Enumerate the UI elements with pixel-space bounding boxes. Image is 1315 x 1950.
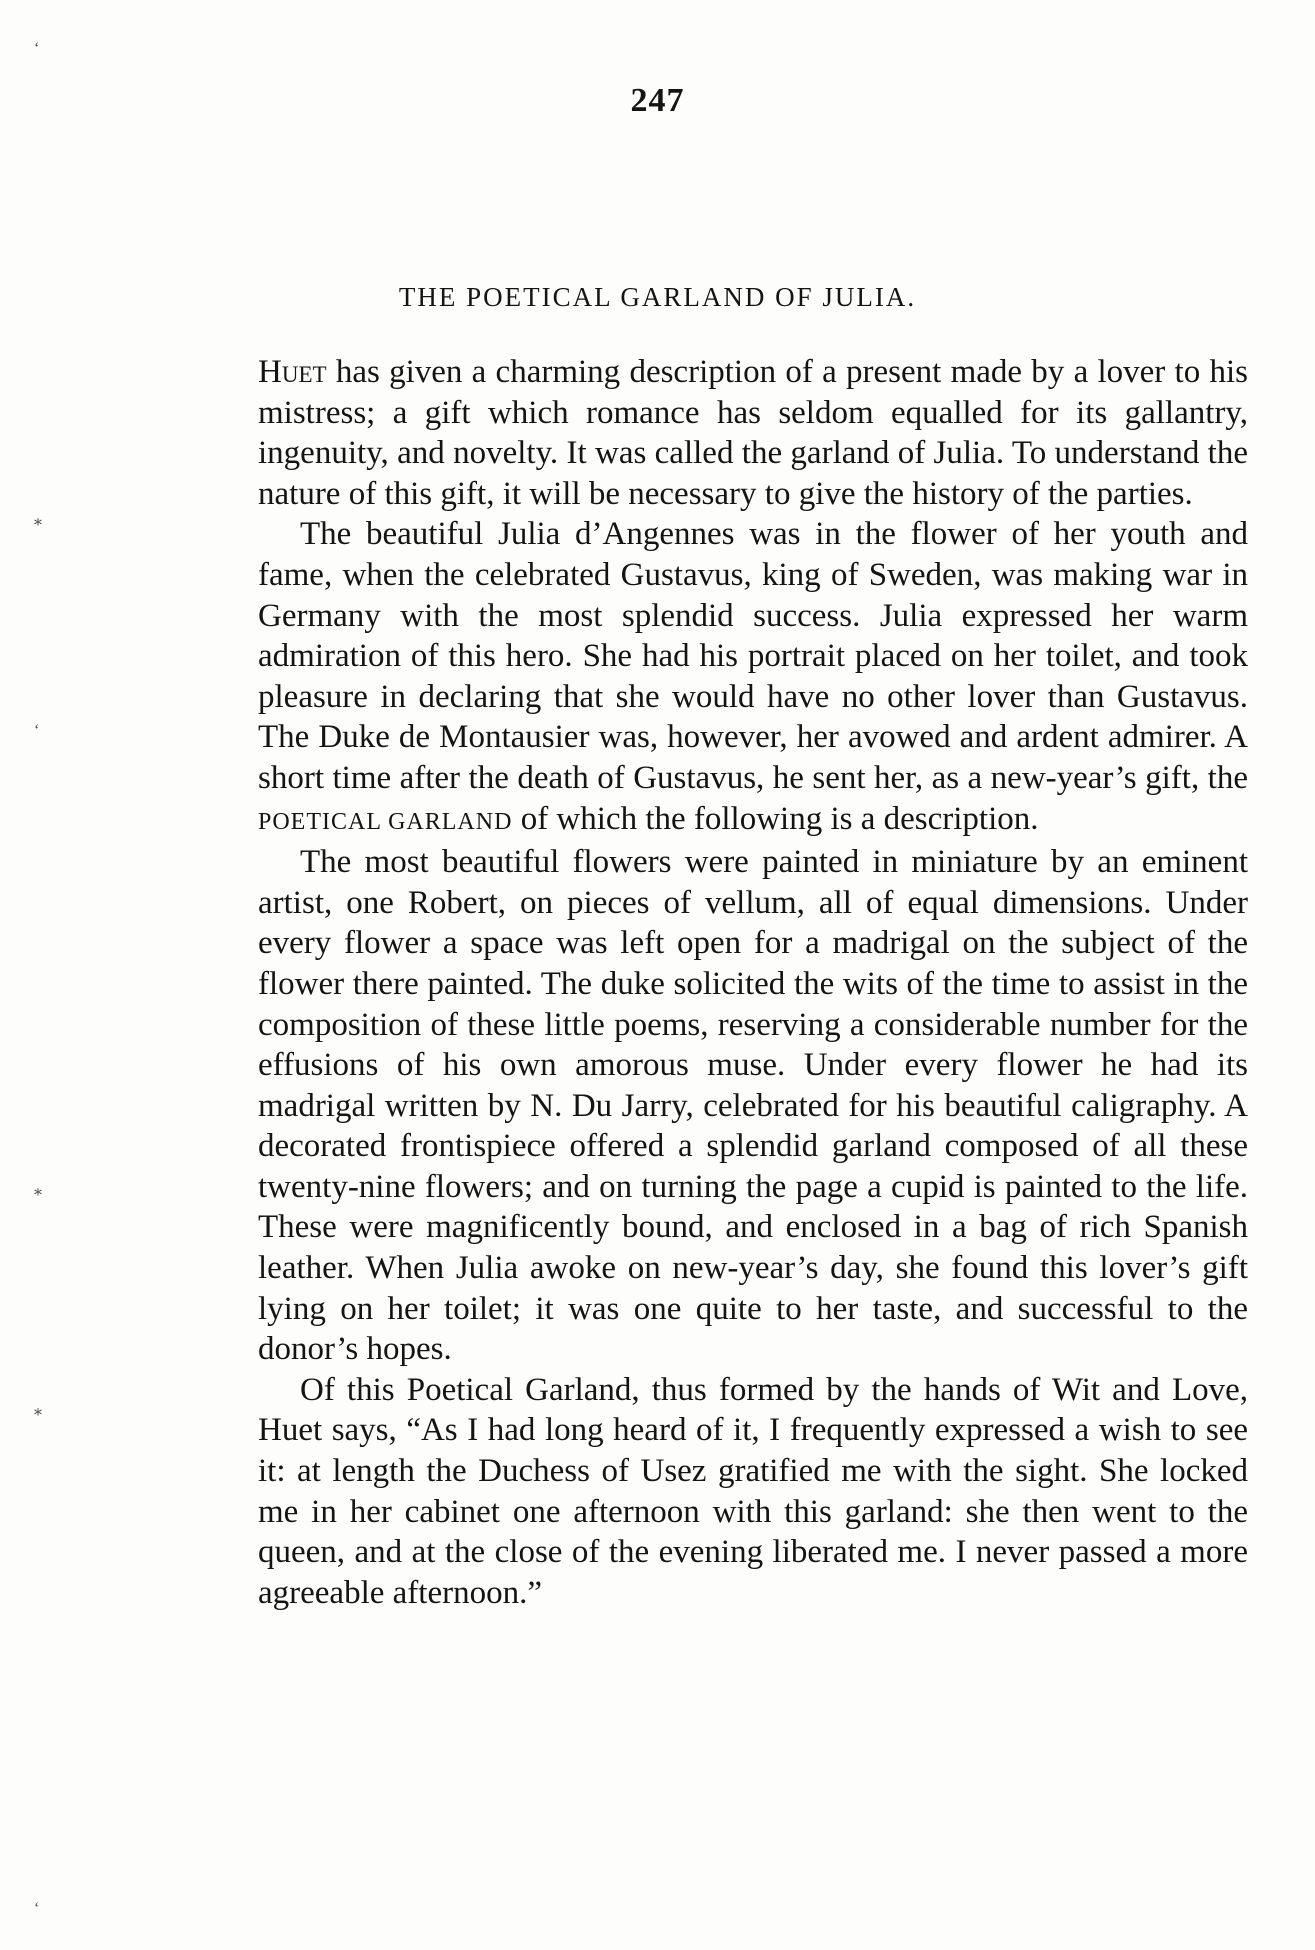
paragraph-1 <box>258 352 1248 514</box>
chapter-title: THE POETICAL GARLAND OF JULIA. <box>398 282 917 312</box>
scan-speck-mark: ʻ <box>34 40 40 57</box>
body-text <box>258 352 1248 1613</box>
scan-speck-mark: ⁎ <box>34 512 42 529</box>
scan-speck-mark: ⁎ <box>34 1182 42 1199</box>
paragraph-2-text-after: of which the following is a description. <box>512 800 1039 837</box>
paragraph-4-text: Of this Poetical Garland, thus formed by the hands of Wit and Love, Huet says, “As I had long heard of it, I frequently expressed a wish to see it: at length the Duchess of Usez gratified me with the sight. She locked me in her cabinet one afternoon with this garland: she then went to the queen, and at the close of the evening liberated me. I never passed a more agreeable afternoon.” <box>258 1371 1248 1611</box>
lead-small-caps: Huet <box>258 354 327 390</box>
scan-speck-mark: ʻ <box>34 722 40 739</box>
paragraph-2 <box>258 514 1248 842</box>
paragraph-4 <box>258 1370 1248 1614</box>
page-number: 247 <box>630 82 685 119</box>
paragraph-3 <box>258 842 1248 1370</box>
scan-speck-mark: ʻ <box>34 1900 40 1917</box>
paragraph-3-text: The most beautiful flowers were painted in miniature by an eminent artist, one Robert, on pieces of vellum, all of equal dimensions. Under every flower a space was left open for a madrigal on the subject of the flower there painted. The duke solicited the wits of the time to assist in the composition of these little poems, reserving a considerable number for the effusions of his own amorous muse. Under every flower he had its madrigal written by N. Du Jarry, celebrated for his beautiful caligraphy. A decorated frontispiece offered a splendid garland composed of all these twenty-nine flowers; and on turning the page a cupid is painted to the life. These were magnificently bound, and enclosed in a bag of rich Spanish leather. When Julia awoke on new-year’s day, she found this lover’s gift lying on her toilet; it was one quite to her taste, and successful to the donor’s hopes. <box>258 844 1248 1368</box>
paragraph-2-text-before: The beautiful Julia d’Angennes was in the flower of her youth and fame, when the celebrated Gustavus, king of Sweden, was making war in Germany with the most splendid success. Julia expressed her warm admiration of this hero. She had his portrait placed on her toilet, and took pleasure in declaring that she would have no other lover than Gustavus. The Duke de Montausier was, however, her avowed and ardent admirer. A short time after the death of Gustavus, he sent her, as a new-year’s gift, the <box>258 516 1248 796</box>
scan-speck-mark: ⁎ <box>34 1402 42 1419</box>
poetical-garland-emphasis: POETICAL GARLAND <box>258 808 513 835</box>
paragraph-1-text: has given a charming description of a present made by a lover to his mistress; a gift which romance has seldom equalled for its gallantry, ingenuity, and novelty. It was called the garland of Julia. To understand the nature of this gift, it will be necessary to give the history of the parties. <box>258 354 1248 512</box>
